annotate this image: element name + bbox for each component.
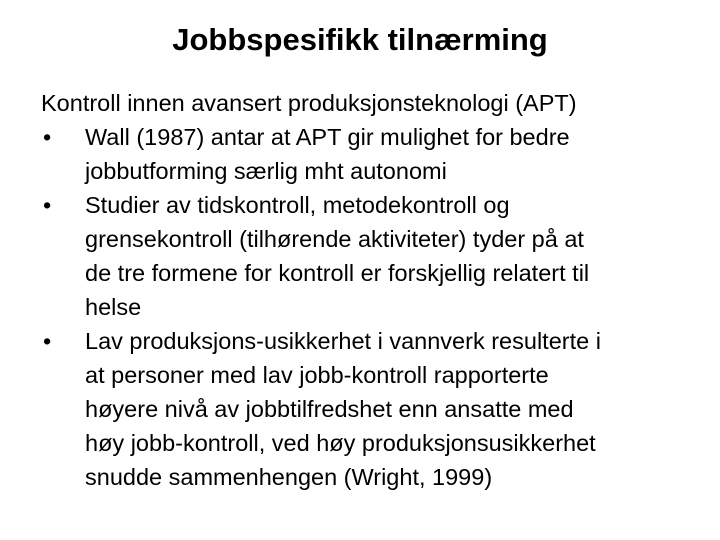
bullet-line: at personer med lav jobb-kontroll rapporterte [85, 362, 549, 388]
bullet-line: Studier av tidskontroll, metodekontroll og [85, 192, 510, 218]
slide-title: Jobbspesifikk tilnærming [172, 22, 548, 57]
bullet-list [41, 120, 713, 494]
bullet-line: grensekontroll (tilhørende aktiviteter) tyder på at [85, 226, 584, 252]
bullet-icon: • [43, 124, 52, 150]
slide-body [41, 86, 713, 494]
bullet-item [41, 120, 713, 188]
bullet-line: Wall (1987) antar at APT gir mulighet for bedre [85, 124, 570, 150]
bullet-icon: • [43, 328, 52, 354]
bullet-item [41, 188, 713, 324]
bullet-item [41, 324, 713, 494]
bullet-line: høy jobb-kontroll, ved høy produksjonsusikkerhet [85, 430, 596, 456]
bullet-line: snudde sammenhengen (Wright, 1999) [85, 464, 493, 490]
bullet-line: Lav produksjons-usikkerhet i vannverk resulterte i [85, 328, 601, 354]
bullet-line: høyere nivå av jobbtilfredshet enn ansatte med [85, 396, 574, 422]
intro-text: Kontroll innen avansert produksjonsteknologi (APT) [41, 90, 577, 116]
bullet-icon: • [43, 192, 52, 218]
bullet-line: helse [85, 294, 142, 320]
bullet-line: jobbutforming særlig mht autonomi [85, 158, 447, 184]
bullet-line: de tre formene for kontroll er forskjellig relatert til [85, 260, 590, 286]
